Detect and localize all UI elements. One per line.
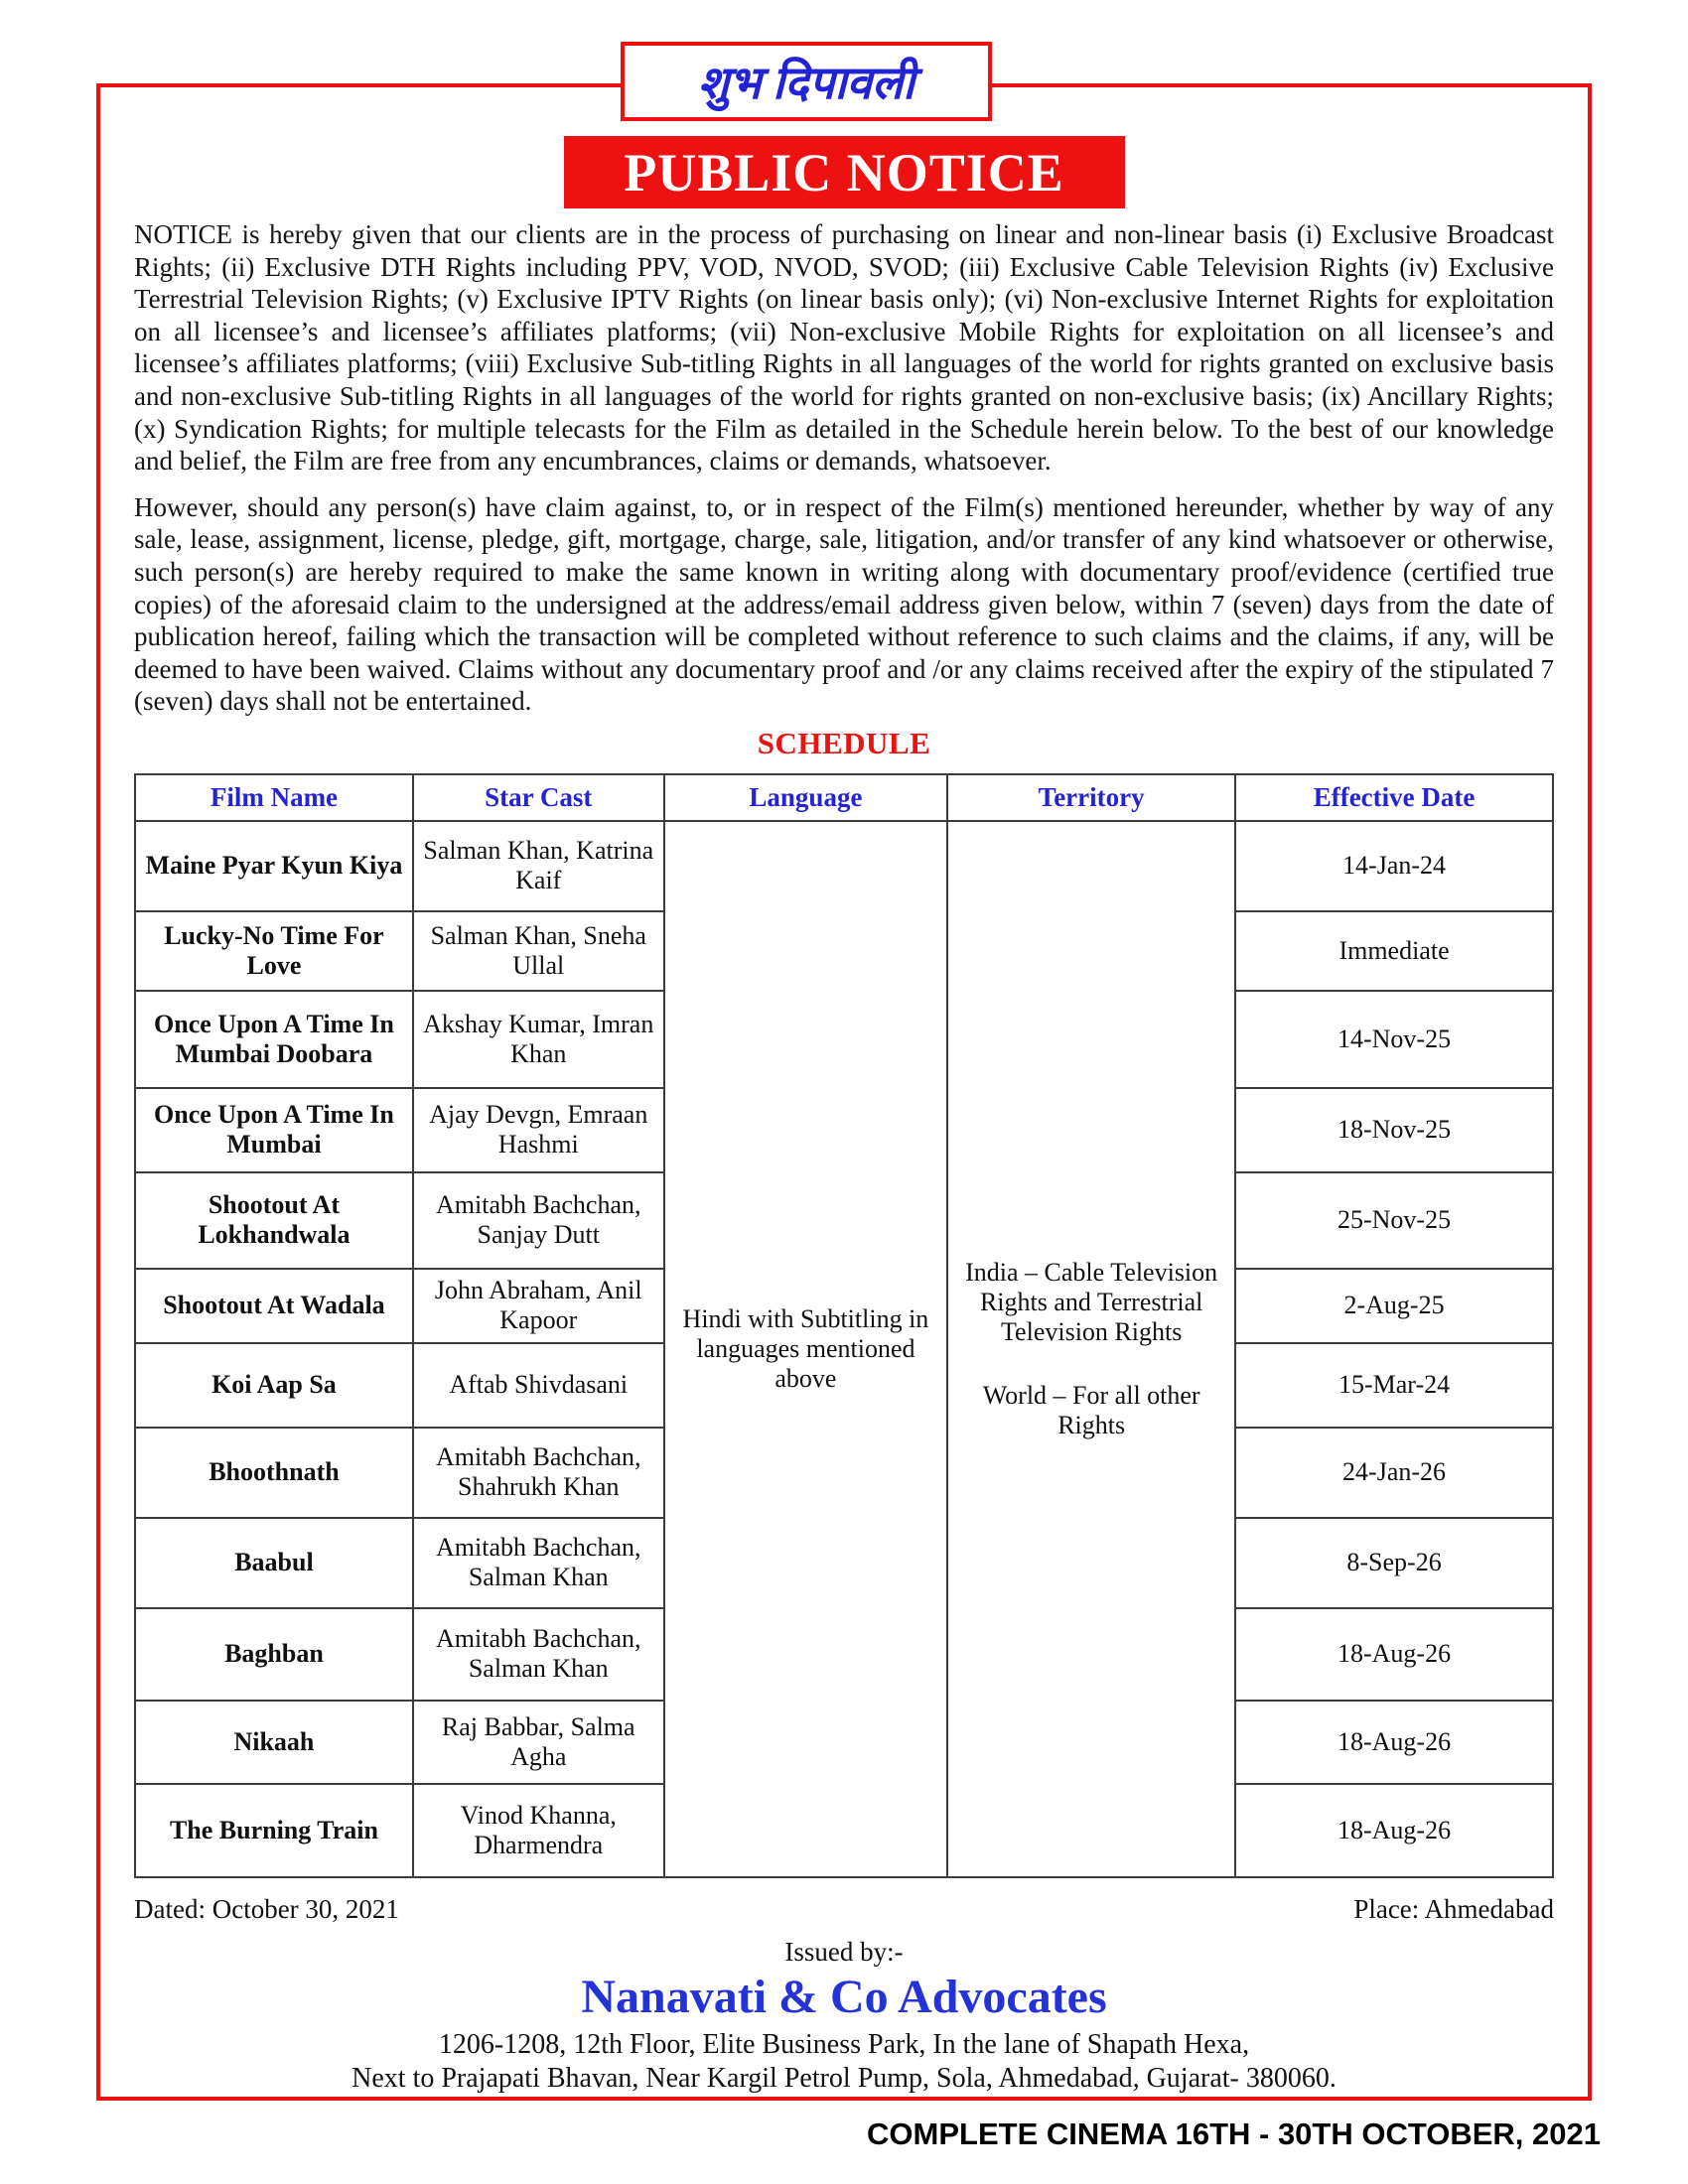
- effective-date-cell: 18-Nov-25: [1235, 1088, 1553, 1172]
- effective-date-cell: 8-Sep-26: [1235, 1518, 1553, 1608]
- schedule-heading: SCHEDULE: [757, 725, 931, 760]
- notice-paragraph-1: NOTICE is hereby given that our clients are in the process of purchasing on linear and non-linear basis (i) Exclusive Broadcast Rights; (ii) Exclusive DTH Rights including PPV, VOD, NVOD, SVOD; (iii) Exclusive Cable Television Rights (iv) Exclusive Terrestrial Television Rights; (v) Exclusive IPTV Rights (on linear basis only); (vi) Non-exclusive Internet Rights for exploitation on all licensee’s and licensee’s affiliates platforms; (vii) Non-exclusive Mobile Rights for exploitation on all licensee’s and licensee’s affiliates platforms; (viii) Exclusive Sub-titling Rights in all languages of the world for rights granted on exclusive basis and non-exclusive Sub-titling Rights in all languages of the world for rights granted on non-exclusive basis; (ix) Ancillary Rights; (x) Syndication Rights; for multiple telecasts for the Film as detailed in the Schedule herein below. To the best of our knowledge and belief, the Film are free from any encumbrances, claims or demands, whatsoever.: [134, 219, 1554, 477]
- film-name-cell: Baghban: [135, 1608, 413, 1701]
- film-name-cell: Maine Pyar Kyun Kiya: [135, 821, 413, 911]
- effective-date-cell: 24-Jan-26: [1235, 1428, 1553, 1518]
- effective-date-cell: 18-Aug-26: [1235, 1784, 1553, 1877]
- film-name-cell: Shootout At Wadala: [135, 1269, 413, 1343]
- film-name-cell: Bhoothnath: [135, 1428, 413, 1518]
- table-row: [135, 821, 1553, 911]
- star-cast-cell: Amitabh Bachchan, Shahrukh Khan: [413, 1428, 664, 1518]
- film-name-cell: Koi Aap Sa: [135, 1343, 413, 1428]
- issuer-name: Nanavati & Co Advocates: [581, 1970, 1107, 2023]
- star-cast-cell: Akshay Kumar, Imran Khan: [413, 991, 664, 1088]
- column-header-territory: Territory: [947, 774, 1235, 821]
- territory-india: India – Cable Television Rights and Terrestrial Television Rights: [965, 1257, 1218, 1346]
- effective-date-cell: 2-Aug-25: [1235, 1269, 1553, 1343]
- effective-date-cell: 18-Aug-26: [1235, 1608, 1553, 1701]
- film-name-cell: Shootout At Lokhandwala: [135, 1172, 413, 1269]
- star-cast-cell: Salman Khan, Sneha Ullal: [413, 911, 664, 991]
- film-name-cell: Lucky-No Time For Love: [135, 911, 413, 991]
- dated-text: Dated: October 30, 2021: [134, 1893, 399, 1924]
- film-name-cell: The Burning Train: [135, 1784, 413, 1877]
- territory-world: World – For all other Rights: [982, 1380, 1200, 1439]
- star-cast-cell: Vinod Khanna, Dharmendra: [413, 1784, 664, 1877]
- star-cast-cell: Raj Babbar, Salma Agha: [413, 1701, 664, 1784]
- schedule-header-row: [135, 774, 1553, 821]
- effective-date-cell: Immediate: [1235, 911, 1553, 991]
- schedule-table: [134, 773, 1554, 1878]
- film-name-cell: Nikaah: [135, 1701, 413, 1784]
- film-name-cell: Baabul: [135, 1518, 413, 1608]
- film-name-cell: Once Upon A Time In Mumbai Doobara: [135, 991, 413, 1088]
- address-line-2: Next to Prajapati Bhavan, Near Kargil Petrol Pump, Sola, Ahmedabad, Gujarat- 380060.: [352, 2062, 1336, 2094]
- dated-place-row: [134, 1894, 1554, 1925]
- public-notice-title: PUBLIC NOTICE: [624, 142, 1064, 203]
- column-header-language: Language: [664, 774, 948, 821]
- column-header-star-cast: Star Cast: [413, 774, 664, 821]
- territory-cell: [947, 821, 1235, 1877]
- column-header-effective-date: Effective Date: [1235, 774, 1553, 821]
- festive-greeting-text: शुभ दिपावली: [697, 58, 915, 108]
- effective-date-cell: 25-Nov-25: [1235, 1172, 1553, 1269]
- place-text: Place: Ahmedabad: [1353, 1893, 1554, 1924]
- notice-paragraph-2: However, should any person(s) have claim against, to, or in respect of the Film(s) mentioned hereunder, whether by way of any sale, lease, assignment, license, pledge, gift, mortgage, charge, sale, litigation, and/or transfer of any kind whatsoever or otherwise, such person(s) are hereby required to make the same known in writing along with documentary proof/evidence (certified true copies) of the aforesaid claim to the undersigned at the address/email address given below, within 7 (seven) days from the date of publication hereof, failing which the transaction will be completed without reference to such claims and the claims, if any, will be deemed to have been waived. Claims without any documentary proof and /or any claims received after the expiry of the stipulated 7 (seven) days shall not be entertained.: [134, 491, 1554, 717]
- issuer-address: [134, 2028, 1554, 2096]
- publication-footer: COMPLETE CINEMA 16TH - 30TH OCTOBER, 2021: [867, 2116, 1601, 2151]
- notice-box: [96, 83, 1592, 2101]
- star-cast-cell: John Abraham, Anil Kapoor: [413, 1269, 664, 1343]
- public-notice-banner: [564, 136, 1125, 208]
- star-cast-cell: Amitabh Bachchan, Salman Khan: [413, 1518, 664, 1608]
- star-cast-cell: Amitabh Bachchan, Sanjay Dutt: [413, 1172, 664, 1269]
- address-line-1: 1206-1208, 12th Floor, Elite Business Park, In the lane of Shapath Hexa,: [438, 2028, 1250, 2060]
- effective-date-cell: 14-Nov-25: [1235, 991, 1553, 1088]
- star-cast-cell: Aftab Shivdasani: [413, 1343, 664, 1428]
- language-cell: Hindi with Subtitling in languages mentioned above: [664, 821, 948, 1877]
- star-cast-cell: Ajay Devgn, Emraan Hashmi: [413, 1088, 664, 1172]
- effective-date-cell: 14-Jan-24: [1235, 821, 1553, 911]
- effective-date-cell: 15-Mar-24: [1235, 1343, 1553, 1428]
- column-header-film-name: Film Name: [135, 774, 413, 821]
- festive-greeting-box: [621, 42, 992, 121]
- star-cast-cell: Amitabh Bachchan, Salman Khan: [413, 1608, 664, 1701]
- star-cast-cell: Salman Khan, Katrina Kaif: [413, 821, 664, 911]
- effective-date-cell: 18-Aug-26: [1235, 1701, 1553, 1784]
- issued-by-label: Issued by:-: [784, 1936, 904, 1967]
- film-name-cell: Once Upon A Time In Mumbai: [135, 1088, 413, 1172]
